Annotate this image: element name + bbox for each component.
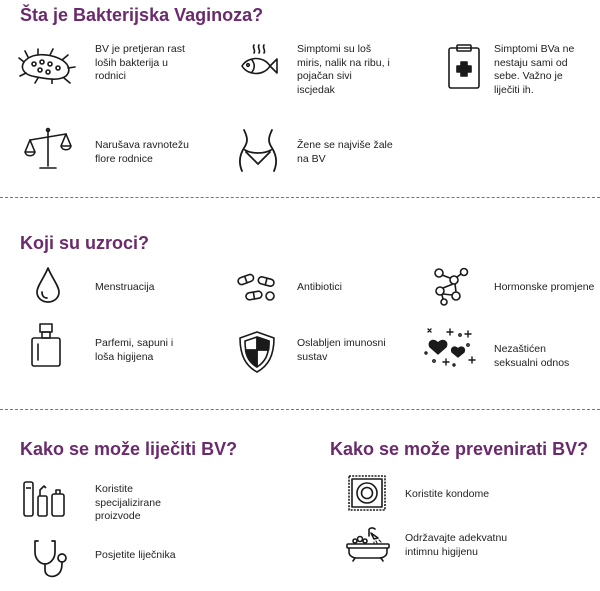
- section-title-prevent: Kako se može prevenirati BV?: [330, 439, 589, 459]
- causes-item-1-text: Menstruacija: [95, 281, 155, 293]
- section-title-treat: Kako se može liječiti BV?: [20, 439, 238, 459]
- hearts-sparkles-icon: [424, 325, 478, 369]
- perfume-icon: [30, 322, 62, 368]
- what-item-4-text: Narušava ravnotežu flore rodnice: [95, 139, 189, 165]
- what-item-1-text: BV je pretjeran rast loših bakterija u rodnici: [95, 43, 185, 82]
- causes-item-2-text: Antibiotici: [297, 281, 342, 293]
- divider-1: [0, 197, 600, 198]
- shield-icon: [238, 330, 276, 374]
- prevent-item-1-text: Koristite kondome: [405, 488, 490, 500]
- condom-icon: [347, 474, 387, 512]
- section-title-causes: Koji su uzroci?: [20, 233, 150, 253]
- medical-clipboard-icon: [447, 44, 481, 90]
- divider-2: [0, 409, 600, 410]
- causes-item-6-text: Nezaštićen seksualni odnos: [494, 343, 570, 369]
- molecule-icon: [432, 266, 470, 306]
- balance-scale-icon: [24, 126, 72, 172]
- stethoscope-icon: [32, 538, 70, 580]
- products-icon: [22, 478, 68, 518]
- causes-item-3-text: Hormonske promjene: [494, 281, 595, 293]
- causes-item-4-text: Parfemi, sapuni i loša higijena: [95, 337, 174, 363]
- pills-icon: [236, 272, 280, 304]
- treat-item-2-text: Posjetite liječnika: [95, 549, 176, 561]
- section-title-what: Šta je Bakterijska Vaginoza?: [20, 5, 264, 25]
- causes-item-5-text: Oslabljen imunosni sustav: [297, 337, 386, 363]
- what-item-5-text: Žene se najviše žale na BV: [297, 139, 393, 165]
- female-body-icon: [236, 128, 280, 172]
- fish-icon: [238, 42, 278, 80]
- bathtub-icon: [345, 526, 391, 562]
- what-item-2-text: Simptomi su loš miris, nalik na ribu, i pojačan sivi iscjedak: [297, 43, 390, 96]
- prevent-item-2-text: Održavajte adekvatnu intimnu higijenu: [405, 532, 508, 558]
- treat-item-1-text: Koristite specijalizirane proizvode: [95, 483, 161, 522]
- bacteria-icon: [18, 48, 76, 84]
- what-item-3-text: Simptomi BVa ne nestaju sami od sebe. Važno je liječiti ih.: [494, 43, 575, 96]
- drop-icon: [34, 266, 62, 304]
